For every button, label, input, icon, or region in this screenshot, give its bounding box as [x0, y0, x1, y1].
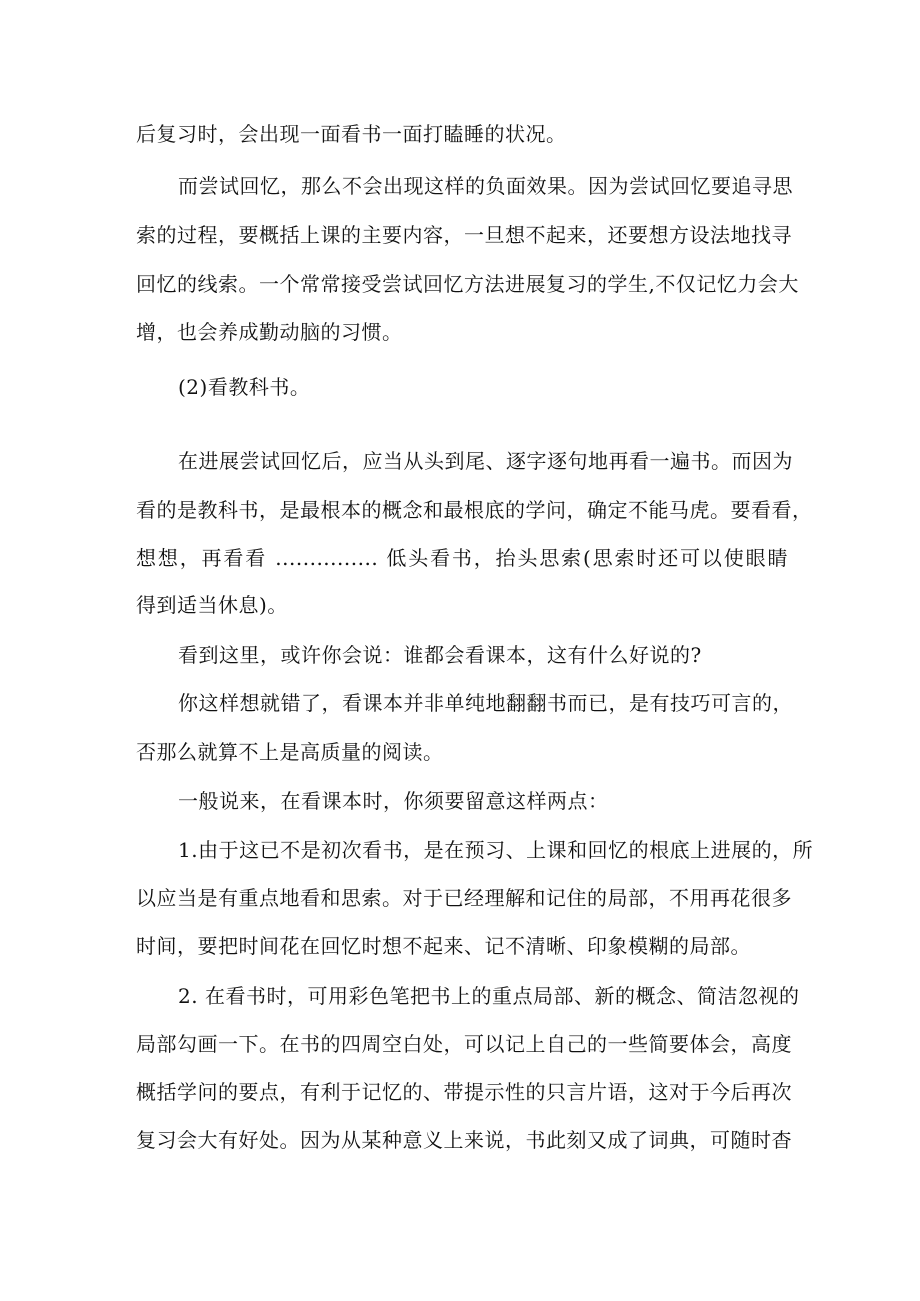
paragraph-line: 看到这里，或许你会说：谁都会看课本，这有什么好说的?: [178, 643, 702, 667]
text-line: 索的过程，要概括上课的主要内容，一旦想不起来，还要想方设法地找寻: [136, 223, 792, 247]
text-line: 看的是教科书，是最根本的概念和最根底的学问，确定不能马虎。要看看，: [136, 498, 813, 522]
list-item-1-line: 1.由于这已不是初次看书，是在预习、上课和回忆的根底上进展的，所: [178, 838, 814, 862]
text-line: 以应当是有重点地看和思索。对于已经理解和记住的局部，不用再花很多: [136, 886, 792, 910]
text-line: 回忆的线索。一个常常接受尝试回忆方法进展复习的学生,不仅记忆力会大: [136, 272, 799, 296]
text-line: 概括学问的要点，有利于记忆的、带提示性的只言片语，这对于今后再次: [136, 1080, 792, 1104]
section-heading: (2)看教科书。: [178, 375, 311, 399]
text-line: 想想，再看看 ............... 低头看书，抬头思索(思索时还可以使眼睛: [136, 546, 788, 570]
paragraph-first-line: 在进展尝试回忆后，应当从头到尾、逐字逐句地再看一遍书。而因为: [178, 449, 793, 473]
paragraph-line: 一般说来，在看课本时，你须要留意这样两点：: [178, 789, 609, 813]
text-line: 局部勾画一下。在书的四周空白处，可以记上自己的一些简要体会，高度: [136, 1032, 792, 1056]
text-line: 否那么就算不上是高质量的阅读。: [136, 740, 444, 764]
text-line: 时间，要把时间花在回忆时想不起来、记不清晰、印象模糊的局部。: [136, 934, 751, 958]
paragraph-first-line: 你这样想就错了，看课本并非单纯地翻翻书而已，是有技巧可言的，: [178, 691, 793, 715]
text-line: 后复习时，会出现一面看书一面打瞌睡的状况。: [136, 122, 567, 146]
paragraph-first-line: 而尝试回忆，那么不会出现这样的负面效果。因为尝试回忆要追寻思: [178, 174, 793, 198]
text-line: 复习会大有好处。因为从某种意义上来说，书此刻又成了词典，可随时杳: [136, 1128, 792, 1152]
list-item-2-line: 2. 在看书时，可用彩色笔把书上的重点局部、新的概念、简洁忽视的: [178, 984, 800, 1008]
text-line: 增，也会养成勤动脑的习惯。: [136, 320, 403, 344]
text-line: 得到适当休息)。: [136, 593, 288, 617]
